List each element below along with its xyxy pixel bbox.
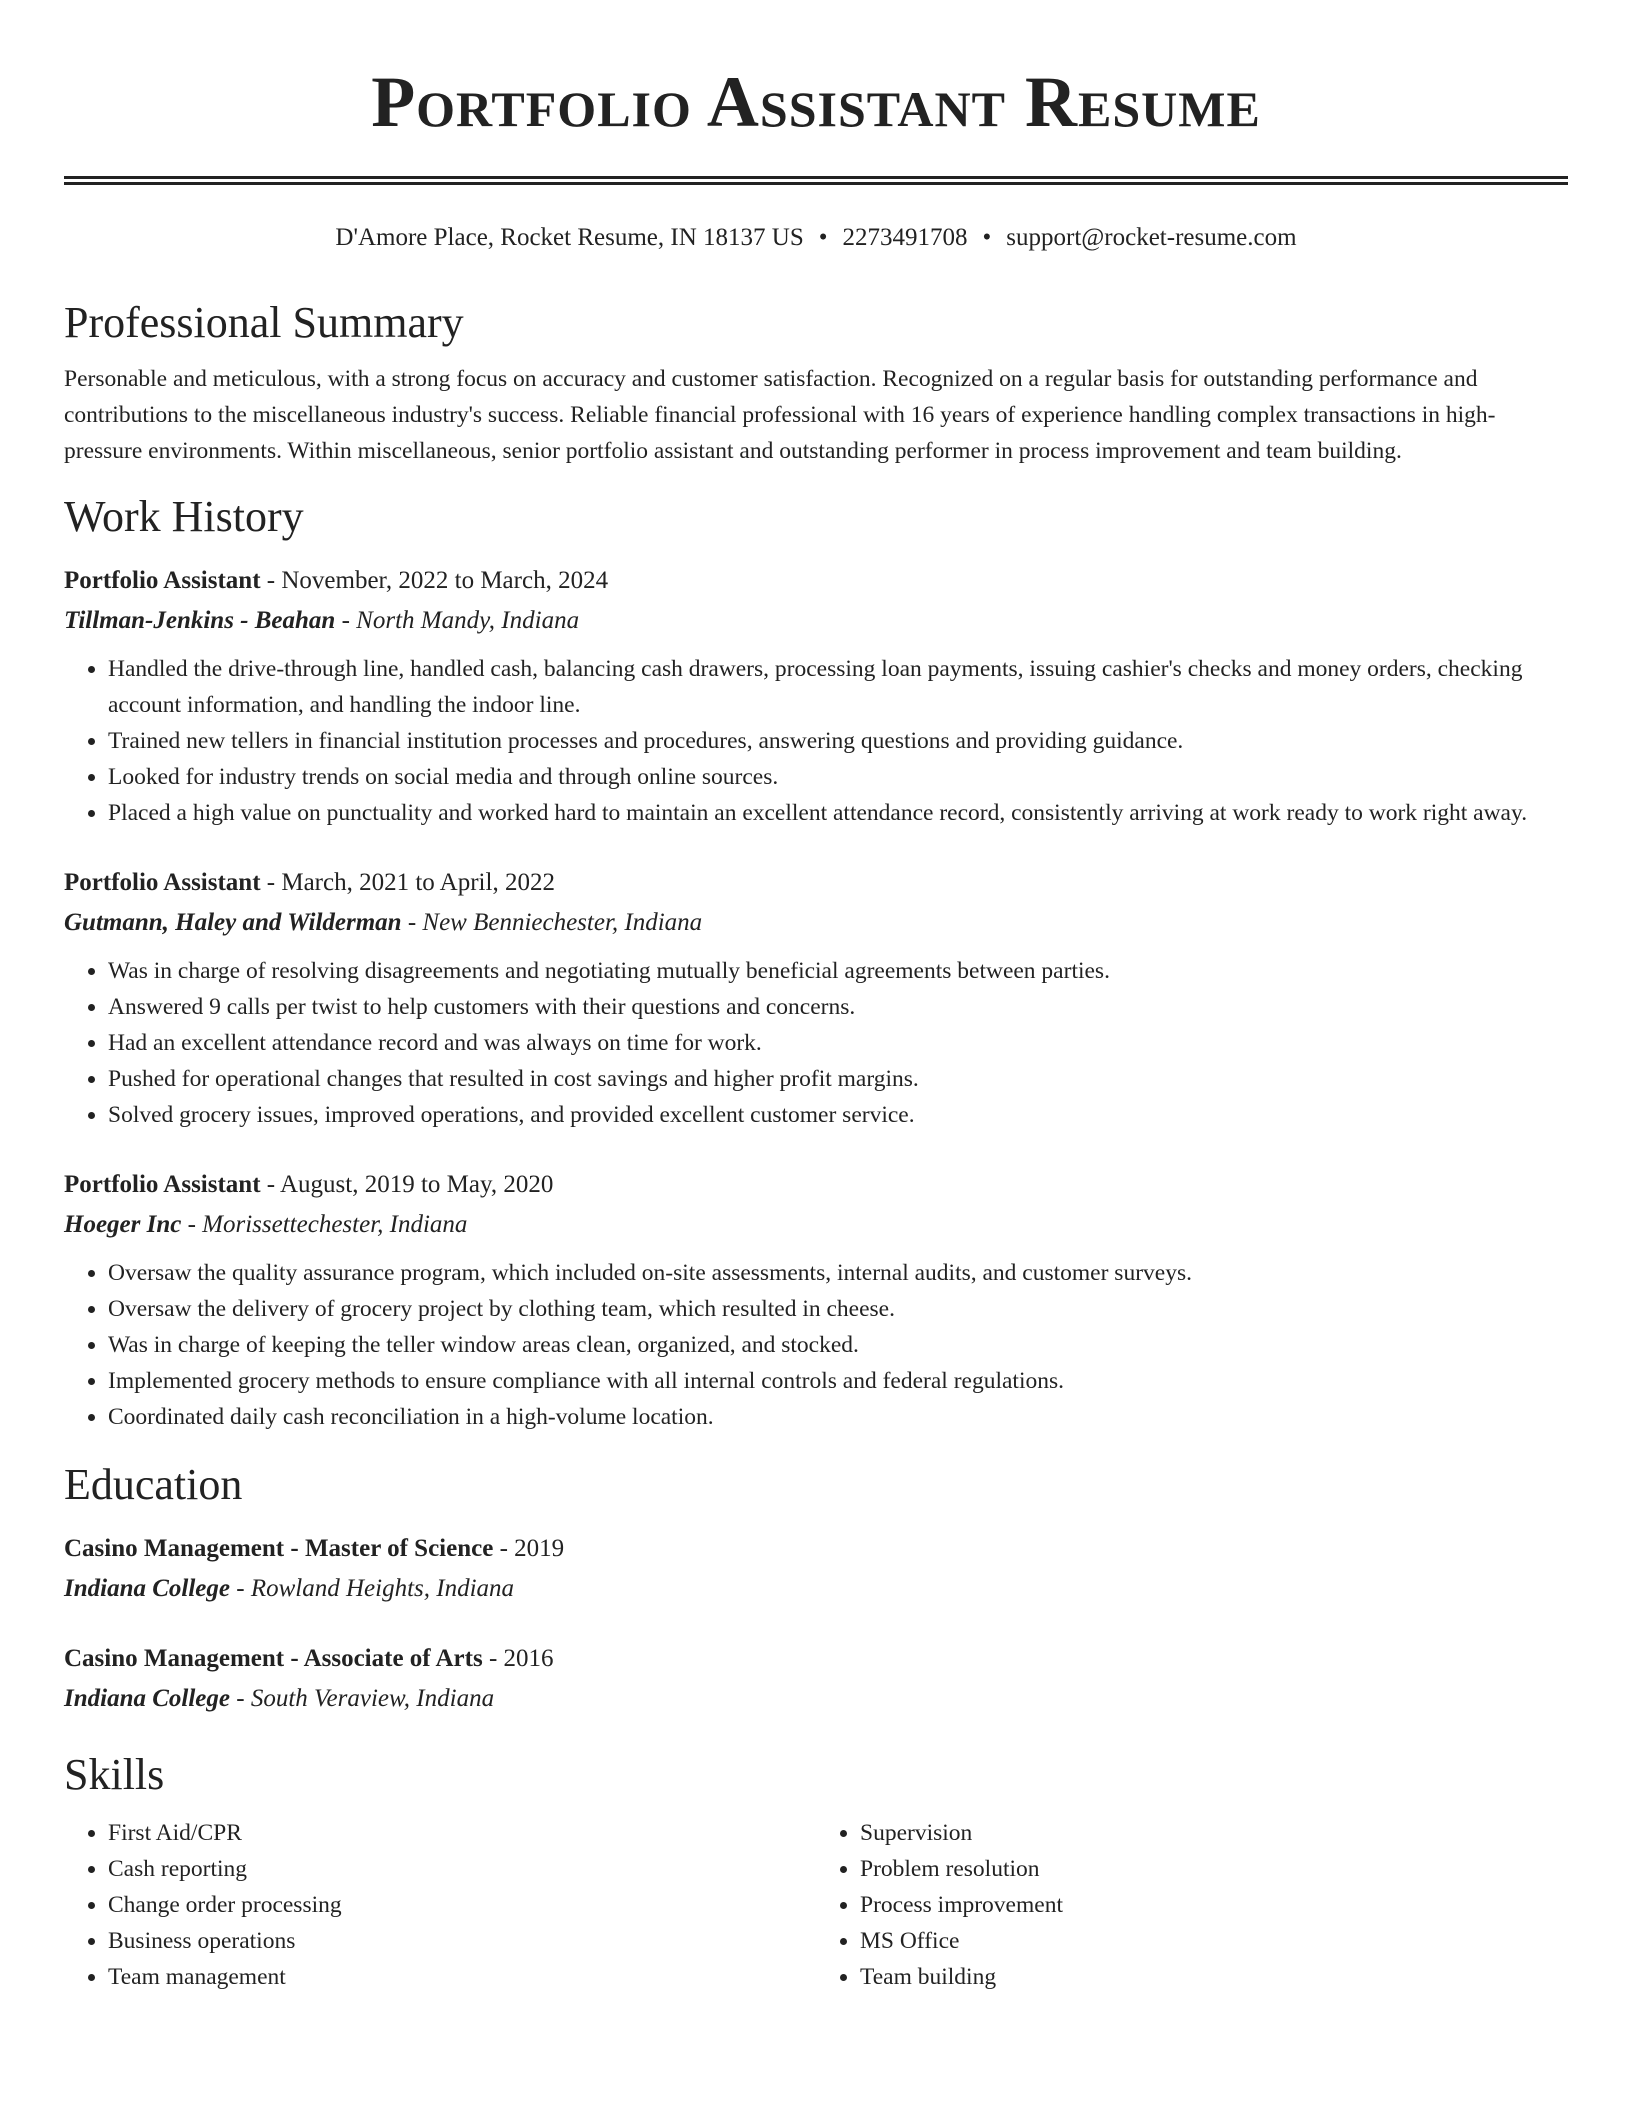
job-location: - Morissettechester, Indiana bbox=[181, 1211, 468, 1238]
job-company-line bbox=[64, 903, 1568, 943]
skill-item: • Business operations bbox=[108, 1923, 816, 1959]
job-dates: - March, 2021 to April, 2022 bbox=[260, 869, 555, 896]
education-school: Indiana College bbox=[64, 1685, 230, 1712]
skills-column-right bbox=[816, 1815, 1568, 1995]
job-bullet: • Handled the drive-through line, handled cash, balancing cash drawers, processing loan payments, issuing cashier's checks and money orders, checking account information, and handling the indoor line. bbox=[108, 651, 1568, 723]
education-degree: Casino Management - Master of Science bbox=[64, 1535, 494, 1562]
job-title: Portfolio Assistant bbox=[64, 1171, 261, 1198]
job-bullet: • Had an excellent attendance record and was always on time for work. bbox=[108, 1025, 1568, 1061]
job-bullet: • Placed a high value on punctuality and worked hard to maintain an excellent attendance record, consistently arriving at work ready to work right away. bbox=[108, 795, 1568, 831]
job-location: - North Mandy, Indiana bbox=[335, 607, 580, 634]
skill-item: • Change order processing bbox=[108, 1887, 816, 1923]
education-entry bbox=[64, 1639, 1568, 1719]
skill-item: • Problem resolution bbox=[860, 1851, 1568, 1887]
job-entry bbox=[64, 561, 1568, 831]
resume-title: Portfolio Assistant Resume bbox=[371, 62, 1261, 142]
skill-item: • Team building bbox=[860, 1959, 1568, 1995]
job-title: Portfolio Assistant bbox=[64, 567, 261, 594]
job-bullet: • Was in charge of resolving disagreements and negotiating mutually beneficial agreements between parties. bbox=[108, 953, 1568, 989]
job-company: Tillman-Jenkins - Beahan bbox=[64, 607, 336, 634]
education-degree: Casino Management - Associate of Arts bbox=[64, 1645, 483, 1672]
contact-address: D'Amore Place, Rocket Resume, IN 18137 US bbox=[335, 224, 804, 251]
education-school: Indiana College bbox=[64, 1575, 230, 1602]
job-bullet: • Oversaw the delivery of grocery project by clothing team, which resulted in cheese. bbox=[108, 1291, 1568, 1327]
job-bullet: • Pushed for operational changes that resulted in cost savings and higher profit margins. bbox=[108, 1061, 1568, 1097]
job-bullets bbox=[64, 953, 1568, 1133]
job-location: - New Benniechester, Indiana bbox=[401, 909, 703, 936]
job-company: Gutmann, Haley and Wilderman bbox=[64, 909, 402, 936]
job-bullet: • Was in charge of keeping the teller window areas clean, organized, and stocked. bbox=[108, 1327, 1568, 1363]
skill-item: • Cash reporting bbox=[108, 1851, 816, 1887]
contact-separator: • bbox=[818, 224, 828, 251]
job-dates: - August, 2019 to May, 2020 bbox=[260, 1171, 554, 1198]
job-company-line bbox=[64, 1205, 1568, 1245]
education-year: - 2016 bbox=[482, 1645, 554, 1672]
job-bullet: • Coordinated daily cash reconciliation in a high-volume location. bbox=[108, 1399, 1568, 1435]
job-entry bbox=[64, 863, 1568, 1133]
job-entry bbox=[64, 1165, 1568, 1435]
skills-grid bbox=[64, 1815, 1568, 1995]
contact-email: support@rocket-resume.com bbox=[1006, 224, 1297, 251]
job-bullets bbox=[64, 1255, 1568, 1435]
job-company: Hoeger Inc bbox=[64, 1211, 182, 1238]
job-bullet: • Looked for industry trends on social media and through online sources. bbox=[108, 759, 1568, 795]
summary-text: Personable and meticulous, with a strong focus on accuracy and customer satisfaction. Recognized on a regular basis for outstanding performance and contributions to the miscellaneous industry's success. Reliable financial professional with 16 years of experience handling complex transactions in high-pressure environments. Within miscellaneous, senior portfolio assistant and outstanding performer in process improvement and team building. bbox=[64, 366, 1496, 464]
education-degree-line bbox=[64, 1639, 1568, 1679]
education-location: - Rowland Heights, Indiana bbox=[230, 1575, 515, 1602]
contact-phone: 2273491708 bbox=[842, 224, 968, 251]
education-entry bbox=[64, 1529, 1568, 1609]
skill-item: • Team management bbox=[108, 1959, 816, 1995]
skills-heading: Skills bbox=[64, 1750, 165, 1799]
job-bullet: • Trained new tellers in financial institution processes and procedures, answering questions and providing guidance. bbox=[108, 723, 1568, 759]
education-school-line bbox=[64, 1679, 1568, 1719]
job-bullet: • Oversaw the quality assurance program, which included on-site assessments, internal audits, and customer surveys. bbox=[108, 1255, 1568, 1291]
education-degree-line bbox=[64, 1529, 1568, 1569]
job-title: Portfolio Assistant bbox=[64, 869, 261, 896]
work-history-heading: Work History bbox=[64, 492, 304, 541]
skill-item: • Supervision bbox=[860, 1815, 1568, 1851]
job-title-line bbox=[64, 561, 1568, 601]
education-location: - South Veraview, Indiana bbox=[230, 1685, 495, 1712]
summary-heading: Professional Summary bbox=[64, 298, 464, 347]
education-school-line bbox=[64, 1569, 1568, 1609]
job-bullet: • Implemented grocery methods to ensure compliance with all internal controls and federal regulations. bbox=[108, 1363, 1568, 1399]
job-bullet: • Solved grocery issues, improved operations, and provided excellent customer service. bbox=[108, 1097, 1568, 1133]
education-year: - 2019 bbox=[493, 1535, 565, 1562]
job-title-line bbox=[64, 863, 1568, 903]
job-title-line bbox=[64, 1165, 1568, 1205]
skills-column-left bbox=[64, 1815, 816, 1995]
skill-item: • Process improvement bbox=[860, 1887, 1568, 1923]
job-bullet: • Answered 9 calls per twist to help customers with their questions and concerns. bbox=[108, 989, 1568, 1025]
skill-item: • MS Office bbox=[860, 1923, 1568, 1959]
title-divider bbox=[64, 176, 1568, 185]
job-dates: - November, 2022 to March, 2024 bbox=[260, 567, 609, 594]
job-company-line bbox=[64, 601, 1568, 641]
job-bullets bbox=[64, 651, 1568, 831]
contact-line bbox=[64, 221, 1568, 255]
education-heading: Education bbox=[64, 1460, 243, 1509]
skill-item: • First Aid/CPR bbox=[108, 1815, 816, 1851]
contact-separator: • bbox=[982, 224, 992, 251]
